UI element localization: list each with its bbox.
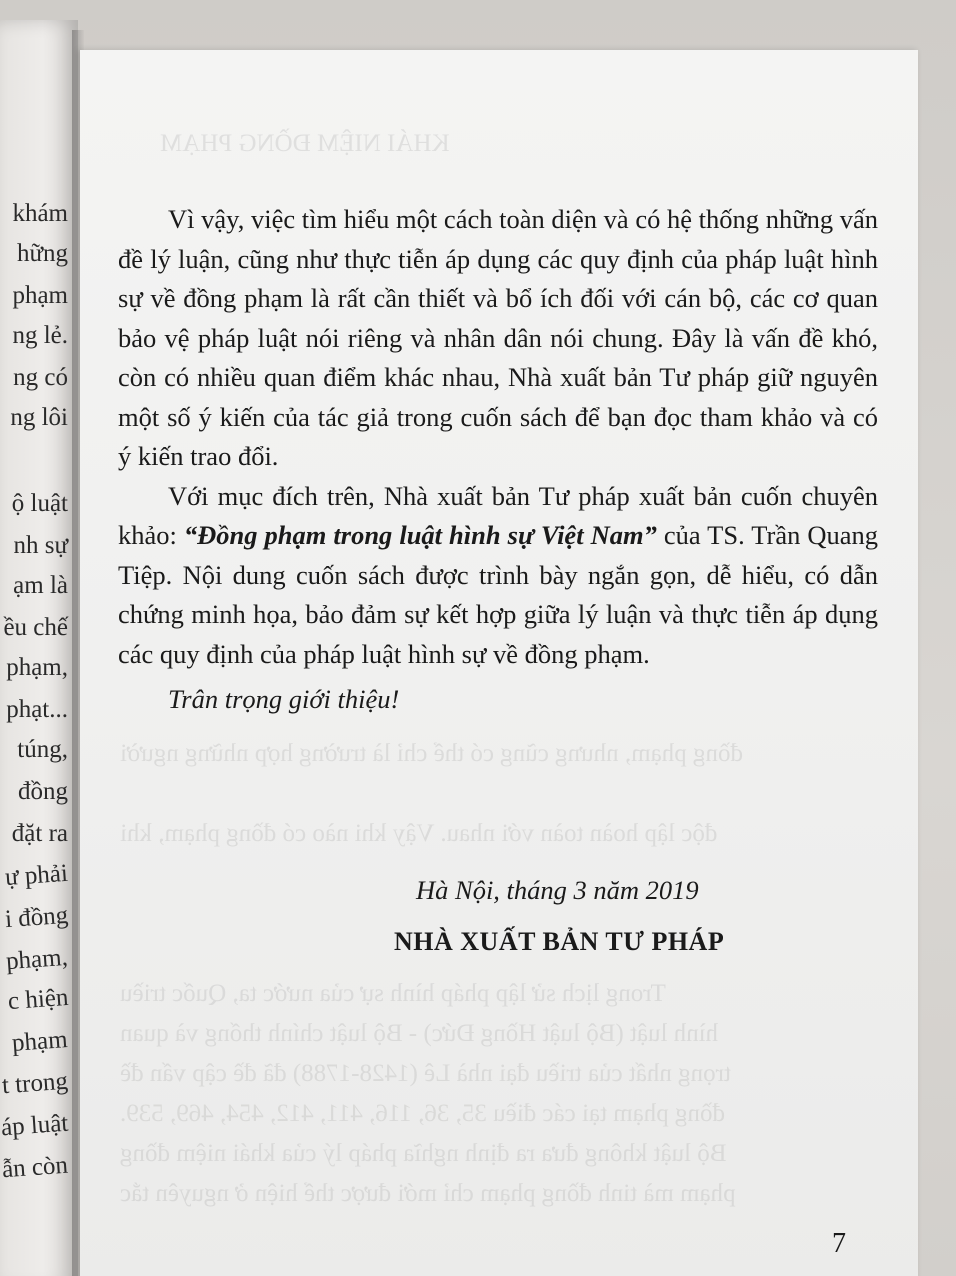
left-page-line: i đồng bbox=[3, 901, 69, 934]
body-text bbox=[118, 200, 878, 720]
book-title: “Đồng phạm trong luật hình sự Việt Nam” bbox=[183, 520, 657, 550]
left-page-line: ạm là bbox=[13, 572, 68, 599]
show-through-text: độc lập hoàn toàn với nhau. Vậy khi nào có đồng phạm, khi bbox=[120, 820, 718, 847]
left-page-line: phạt... bbox=[6, 696, 68, 723]
show-through-text: Bộ luật không đưa ra định nghĩa pháp lý của khái niệm đồng bbox=[120, 1140, 727, 1167]
place-date: Hà Nội, tháng 3 năm 2019 bbox=[416, 875, 699, 905]
left-page-line: áp luật bbox=[0, 1109, 69, 1142]
left-page-line: ng lẻ. bbox=[12, 322, 68, 349]
left-page-line: ẫn còn bbox=[1, 1151, 69, 1184]
left-page-line: phạm bbox=[11, 1026, 69, 1057]
left-page-line: đồng bbox=[18, 778, 68, 805]
show-through-text: KHÁI NIỆM ĐỒNG PHẠM bbox=[160, 130, 450, 157]
left-page-line: nh sự bbox=[13, 532, 68, 559]
left-page-line: phạm, bbox=[6, 654, 68, 681]
right-page bbox=[80, 50, 918, 1276]
paragraph-2 bbox=[118, 477, 878, 675]
left-facing-page bbox=[0, 20, 78, 1276]
paragraph-2-start: Với mục đích trên, Nhà xuất bản Tư pháp xuất bản cuốn chuyên khảo: bbox=[118, 480, 878, 550]
closing-line: Trân trọng giới thiệu! bbox=[168, 684, 400, 714]
paragraph-1: Vì vậy, việc tìm hiểu một cách toàn diện và có hệ thống những vấn đề lý luận, cũng như thực tiễn áp dụng các quy định của pháp luật hình sự về đồng phạm là rất cần thiết và bổ ích đối với cán bộ, các cơ quan bảo vệ pháp luật nói riêng và nhân dân nói chung. Đây là vấn đề khó, còn có nhiều quan điểm khác nhau, Nhà xuất bản Tư pháp giữ nguyên một số ý kiến của tác giả trong cuốn sách để bạn đọc tham khảo và có ý kiến trao đổi. bbox=[118, 204, 878, 471]
left-page-line: phạm, bbox=[5, 943, 69, 976]
show-through-text: Trong lịch sử lập pháp hình sự của nước ta, Quốc triều bbox=[120, 980, 666, 1007]
left-page-line: ng có bbox=[13, 364, 68, 391]
left-page-line: c hiện bbox=[6, 983, 69, 1016]
show-through-text: đồng phạm tại các điều 35, 36, 116, 411, 412, 454, 469, 539. bbox=[120, 1100, 726, 1127]
left-page-line: ự phải bbox=[4, 859, 69, 892]
paragraph-2-end: của TS. Trần Quang Tiệp. Nội dung cuốn sách được trình bày ngắn gọn, dễ hiểu, có dẫn chứng minh họa, bảo đảm sự kết hợp giữa lý luận và thực tiễn áp dụng các quy định của pháp luật hình sự về đồng phạm. bbox=[118, 520, 878, 669]
show-through-text: phạm mà tinh đồng phạm chỉ mới được thể hiện ở nguyên tắc bbox=[120, 1180, 736, 1207]
left-page-line: túng, bbox=[17, 736, 68, 763]
left-page-line: khám bbox=[12, 200, 68, 227]
left-page-line: ng lôi bbox=[10, 404, 68, 431]
page-number: 7 bbox=[832, 1228, 846, 1259]
show-through-text: đồng phạm, nhưng cũng có thể chỉ là trường hợp những người bbox=[120, 740, 743, 767]
left-page-line: hững bbox=[16, 240, 68, 267]
publisher-name: NHÀ XUẤT BẢN TƯ PHÁP bbox=[394, 927, 725, 956]
left-page-line: ộ luật bbox=[11, 490, 68, 517]
left-page-line: ều chế bbox=[3, 614, 68, 641]
left-page-line: đặt ra bbox=[11, 820, 68, 847]
show-through-text: hình luật (Bộ luật Hồng Đức) - Bộ luật chính thống và quan bbox=[120, 1020, 719, 1047]
show-through-text: trọng nhất của triều đại nhà Lê (1428-1788) đã đề cập vấn đề bbox=[120, 1060, 731, 1087]
left-page-line: t trong bbox=[1, 1067, 69, 1100]
left-page-line: phạm bbox=[12, 282, 68, 309]
